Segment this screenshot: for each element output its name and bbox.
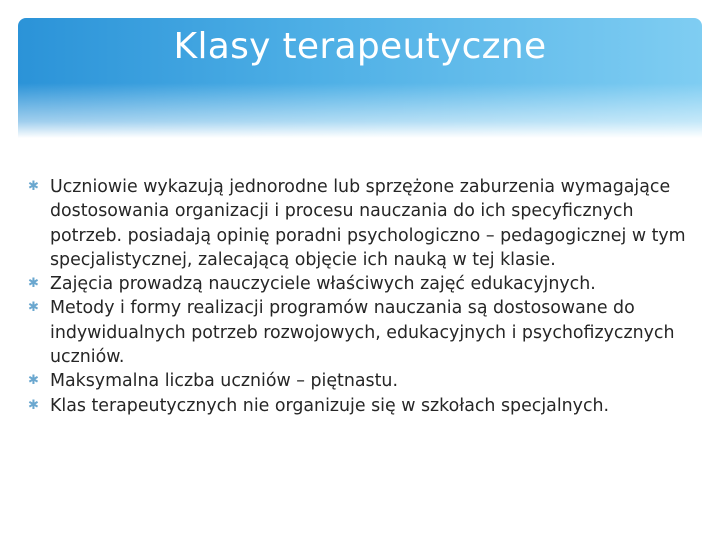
list-item (26, 296, 696, 369)
list-item-text: Uczniowie wykazują jednorodne lub sprzężone zaburzenia wymagające dostosowania organizacji i procesu nauczania do ich specyficznych potrzeb. posiadają opinię poradni psychologiczno – pedagogicznej w tym specjalistycznej, zalecającą objęcie ich nauką w tej klasie. (50, 177, 686, 270)
list-item-text: Metody i formy realizacji programów nauczania są dostosowane do indywidualnych potrzeb rozwojowych, edukacyjnych i psychofizycznych uczniów. (50, 298, 675, 368)
list-item (26, 369, 696, 393)
asterisk-bullet-icon: ✱ (28, 397, 39, 413)
slide-title: Klasy terapeutyczne (173, 26, 547, 67)
list-item (26, 272, 696, 296)
list-item (26, 394, 696, 418)
bullet-list (26, 175, 696, 418)
asterisk-bullet-icon: ✱ (28, 300, 39, 316)
asterisk-bullet-icon: ✱ (28, 373, 39, 389)
list-item (26, 175, 696, 272)
list-item-text: Zajęcia prowadzą nauczyciele właściwych zajęć edukacyjnych. (50, 274, 596, 295)
list-item-text: Klas terapeutycznych nie organizuje się w szkołach specjalnych. (50, 395, 610, 416)
asterisk-bullet-icon: ✱ (28, 276, 39, 292)
asterisk-bullet-icon: ✱ (28, 179, 39, 194)
list-item-text: Maksymalna liczba uczniów – piętnastu. (50, 371, 398, 392)
